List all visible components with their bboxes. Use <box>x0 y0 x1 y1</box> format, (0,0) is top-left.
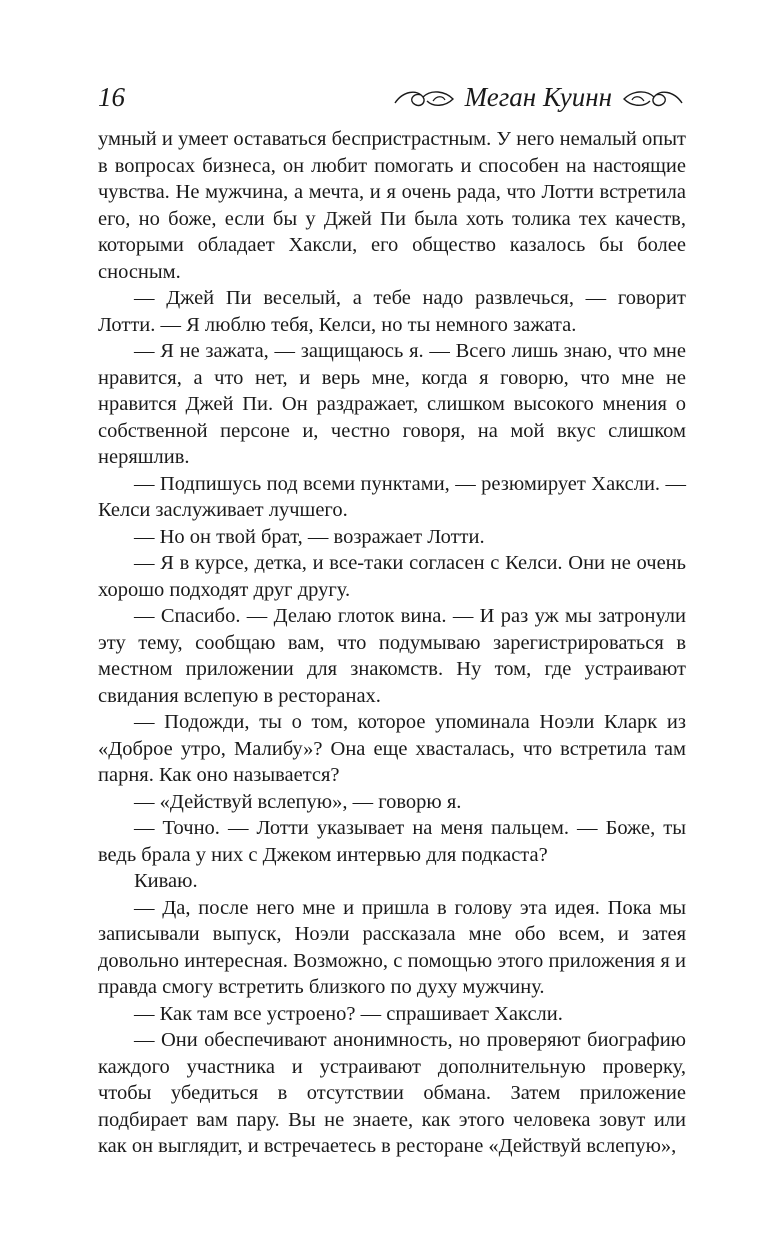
paragraph: — Точно. — Лотти указывает на меня пальцем. — Боже, ты ведь брала у них с Джеком интервью для подкаста? <box>98 817 686 866</box>
right-flourish-icon <box>622 85 684 111</box>
page-number: 16 <box>98 82 125 112</box>
paragraph: — Как там все устроено? — спрашивает Хаксли. <box>134 1002 563 1025</box>
paragraph: — «Действуй вслепую», — говорю я. <box>134 790 462 813</box>
left-flourish-icon <box>393 85 455 111</box>
paragraph: Киваю. <box>134 870 198 892</box>
paragraph: — Но он твой брат, — возражает Лотти. <box>134 525 485 548</box>
paragraph: — Я не зажата, — защищаюсь я. — Всего лишь знаю, что мне нравится, а что нет, и верь мне, когда я говорю, что мне не нравится Джей Пи. Он раздражает, слишком высокого мнения о собственной персоне и, честно говоря, на мой вкус слишком неряшлив. <box>98 340 686 468</box>
body-text <box>98 126 686 1160</box>
running-head <box>393 82 684 113</box>
paragraph: — Подожди, ты о том, которое упоминала Ноэли Кларк из «Доброе утро, Малибу»? Она еще хвасталась, что встретила там парня. Как оно называется? <box>98 711 686 786</box>
paragraph: — Я в курсе, детка, и все-таки согласен с Келси. Они не очень хорошо подходят друг другу. <box>98 552 686 601</box>
author-name: Меган Куинн <box>464 82 612 112</box>
paragraph: — Джей Пи веселый, а тебе надо развлечься, — говорит Лотти. — Я люблю тебя, Келси, но ты немного зажата. <box>98 287 686 336</box>
paragraph: — Они обеспечивают анонимность, но проверяют биографию каждого участника и устраивают дополнительную проверку, чтобы убедиться в отсутствии обмана. Затем приложение подбирает вам пару. Вы не знаете, как этого человека зовут или как он выглядит, и встречаетесь в ресторане «Действуй вслепую», <box>98 1029 686 1157</box>
paragraph: умный и умеет оставаться беспристрастным. У него немалый опыт в вопросах бизнеса, он любит помогать и способен на настоящие чувства. Не мужчина, а мечта, и я очень рада, что Лотти встретила его, но боже, если бы у Джей Пи была хоть толика тех качеств, которыми обладает Хаксли, его общество казалось бы более сносным. <box>98 128 686 283</box>
paragraph: — Спасибо. — Делаю глоток вина. — И раз уж мы затронули эту тему, сообщаю вам, что подумываю зарегистрироваться в местном приложении для знакомств. Ну том, где устраивают свидания вслепую в ресторанах. <box>98 605 686 707</box>
paragraph: — Подпишусь под всеми пунктами, — резюмирует Хаксли. — Келси заслуживает лучшего. <box>98 472 686 521</box>
paragraph: — Да, после него мне и пришла в голову эта идея. Пока мы записывали выпуск, Ноэли рассказала мне обо всем, и затея довольно интересная. Возможно, с помощью этого приложения я и правда смогу встретить близкого по духу мужчину. <box>98 896 686 998</box>
